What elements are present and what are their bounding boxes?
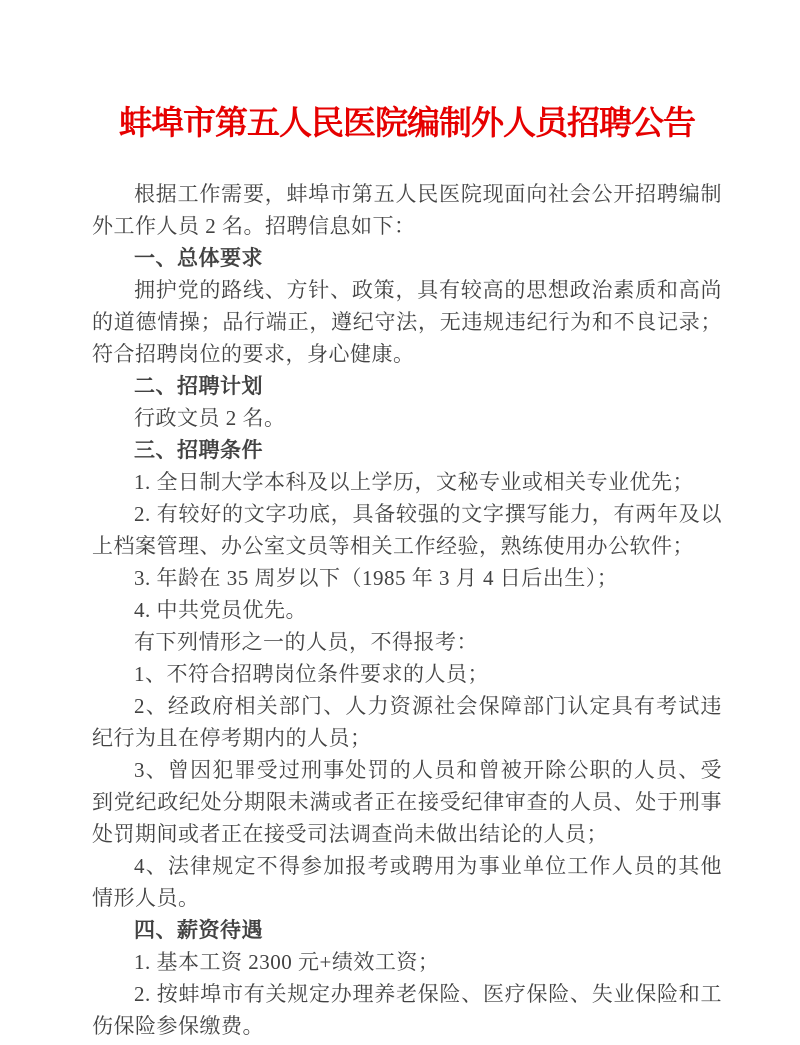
section-heading: 四、薪资待遇 xyxy=(134,918,263,942)
section-heading: 一、总体要求 xyxy=(134,246,263,270)
paragraph: 2. 有较好的文字功底，具备较强的文字撰写能力，有两年及以上档案管理、办公室文员等相关工作经验，熟练使用办公软件； xyxy=(92,502,722,558)
document-title: 蚌埠市第五人民医院编制外人员招聘公告 xyxy=(119,106,695,142)
paragraph: 有下列情形之一的人员，不得报考： xyxy=(134,630,478,654)
section-heading: 三、招聘条件 xyxy=(134,438,263,462)
paragraph: 4、法律规定不得参加报考或聘用为事业单位工作人员的其他情形人员。 xyxy=(92,854,722,910)
document-body xyxy=(92,178,722,1042)
paragraph: 1、不符合招聘岗位条件要求的人员； xyxy=(134,662,489,686)
section-heading: 二、招聘计划 xyxy=(134,374,263,398)
paragraph: 根据工作需要，蚌埠市第五人民医院现面向社会公开招聘编制外工作人员 2 名。招聘信息如下： xyxy=(92,182,722,238)
paragraph: 2、经政府相关部门、人力资源社会保障部门认定具有考试违纪行为且在停考期内的人员； xyxy=(92,694,722,750)
paragraph: 3、曾因犯罪受过刑事处罚的人员和曾被开除公职的人员、受到党纪政纪处分期限未满或者正在接受纪律审查的人员、处于刑事处罚期间或者正在接受司法调查尚未做出结论的人员； xyxy=(92,758,722,846)
paragraph: 行政文员 2 名。 xyxy=(134,406,286,430)
paragraph: 1. 基本工资 2300 元+绩效工资； xyxy=(134,950,440,974)
paragraph: 4. 中共党员优先。 xyxy=(134,598,307,622)
paragraph: 1. 全日制大学本科及以上学历，文秘专业或相关专业优先； xyxy=(134,470,694,494)
paragraph: 2. 按蚌埠市有关规定办理养老保险、医疗保险、失业保险和工伤保险参保缴费。 xyxy=(92,982,722,1038)
paragraph: 3. 年龄在 35 周岁以下（1985 年 3 月 4 日后出生）； xyxy=(134,566,619,590)
paragraph: 拥护党的路线、方针、政策，具有较高的思想政治素质和高尚的道德情操；品行端正，遵纪守法，无违规违纪行为和不良记录；符合招聘岗位的要求，身心健康。 xyxy=(92,278,722,366)
